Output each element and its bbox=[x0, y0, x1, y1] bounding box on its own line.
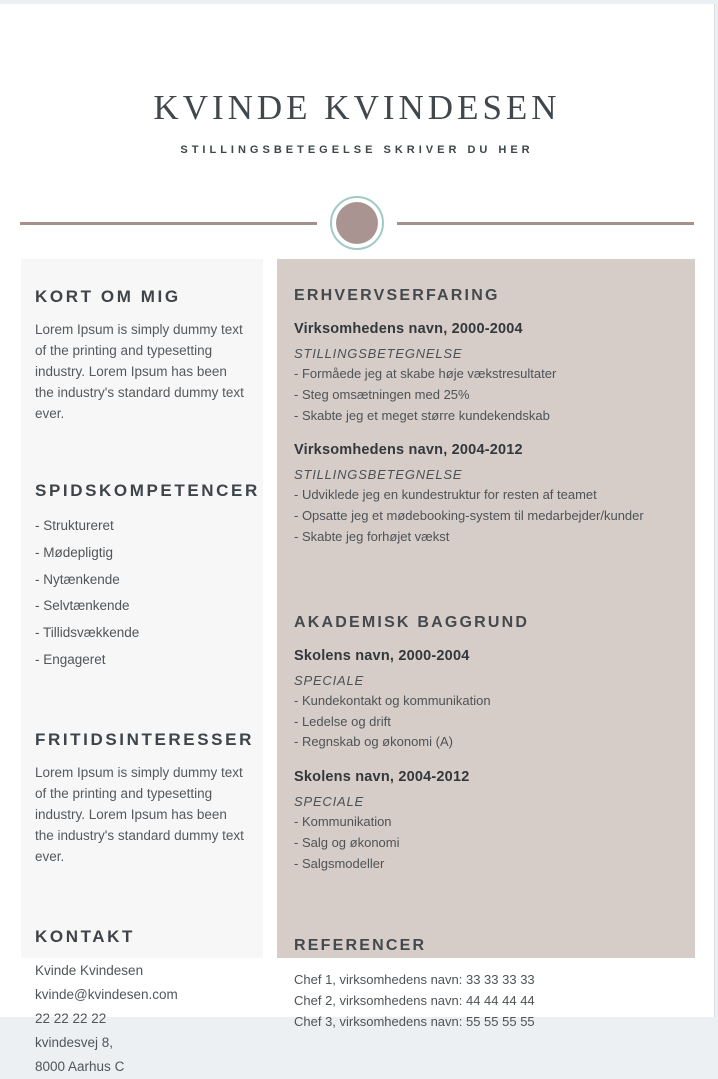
contact-city: 8000 Aarhus C bbox=[35, 1058, 125, 1074]
divider-line-left bbox=[20, 222, 317, 225]
experience-entry-role: STILLINGSBETEGNELSE bbox=[294, 467, 463, 483]
reference-item: Chef 1, virksomhedens navn: 33 33 33 33 bbox=[294, 971, 535, 987]
experience-entry-role: STILLINGSBETEGNELSE bbox=[294, 346, 463, 361]
education-bullet: - Ledelse og drift bbox=[294, 713, 391, 729]
reference-item: Chef 2, virksomhedens navn: 44 44 44 44 bbox=[294, 992, 535, 1008]
reference-item: Chef 3, virksomhedens navn: 55 55 55 55 bbox=[294, 1013, 535, 1029]
experience-bullet: - Formåede jeg at skabe høje vækstresultater bbox=[294, 366, 557, 381]
skills-list bbox=[35, 513, 249, 673]
experience-entry-list bbox=[294, 485, 677, 547]
contact-name: Kvinde Kvindesen bbox=[35, 962, 144, 978]
section-contact bbox=[35, 927, 249, 1079]
experience-entry bbox=[294, 442, 677, 547]
skill-item: - Engageret bbox=[35, 651, 106, 667]
skill-item: - Mødepligtig bbox=[35, 544, 114, 560]
experience-entry-list bbox=[294, 364, 677, 426]
education-bullet: - Salg og økonomi bbox=[294, 834, 400, 850]
skill-item: - Tillidsvækkende bbox=[35, 625, 140, 641]
contact-street: kvindesvej 8, bbox=[35, 1034, 114, 1050]
experience-bullet: - Steg omsætningen med 25% bbox=[294, 386, 470, 402]
contact-phone: 22 22 22 22 bbox=[35, 1010, 107, 1026]
about-body: Lorem Ipsum is simply dummy text of the printing and typesetting industry. Lorem Ipsum has been the industry's standard dummy text ever. bbox=[35, 322, 244, 422]
cv-header bbox=[0, 88, 714, 156]
education-bullet: - Kundekontakt og kommunikation bbox=[294, 692, 491, 708]
education-entry-title: Skolens navn, 2000-2004 bbox=[294, 647, 470, 664]
education-entry-speciality: SPECIALE bbox=[294, 794, 364, 810]
candidate-name: KVINDE KVINDESEN bbox=[153, 88, 561, 127]
education-bullet: - Regnskab og økonomi (A) bbox=[294, 734, 453, 750]
skills-heading: SPIDSKOMPETENCER bbox=[35, 481, 260, 501]
section-about bbox=[35, 287, 249, 424]
experience-entry-title: Virksomhedens navn, 2004-2012 bbox=[294, 442, 523, 459]
education-entry bbox=[294, 769, 677, 874]
about-heading: KORT OM MIG bbox=[35, 287, 181, 306]
education-heading: AKADEMISK BAGGRUND bbox=[294, 613, 530, 631]
contact-list bbox=[35, 959, 249, 1079]
contact-heading: KONTAKT bbox=[35, 926, 136, 946]
experience-entry-title: Virksomhedens navn, 2000-2004 bbox=[294, 321, 523, 337]
education-entry-list bbox=[294, 812, 677, 874]
right-column bbox=[277, 259, 695, 1029]
skill-item: - Struktureret bbox=[35, 518, 114, 534]
experience-bullet: - Udviklede jeg en kundestruktur for resten af teamet bbox=[294, 487, 597, 503]
education-entry-list bbox=[294, 691, 677, 753]
experience-entry bbox=[294, 321, 677, 426]
contact-email: kvinde@kvindesen.com bbox=[35, 986, 178, 1002]
experience-heading: ERHVERVSERFARING bbox=[294, 287, 500, 304]
divider-circle-ornament bbox=[330, 196, 384, 250]
cv-columns bbox=[21, 259, 695, 1074]
section-experience bbox=[294, 287, 677, 548]
job-title-subtitle: STILLINGSBETEGELSE SKRIVER DU HER bbox=[180, 144, 534, 156]
experience-bullet: - Skabte jeg forhøjet vækst bbox=[294, 528, 450, 544]
references-heading: REFERENCER bbox=[294, 936, 427, 954]
section-hobbies bbox=[35, 729, 254, 867]
education-entry-title: Skolens navn, 2004-2012 bbox=[294, 769, 470, 786]
skill-item: - Selvtænkende bbox=[35, 598, 130, 614]
left-column bbox=[21, 259, 263, 1074]
education-entry bbox=[294, 648, 677, 753]
divider-line-right bbox=[397, 222, 694, 225]
hobbies-heading: FRITIDSINTERESSER bbox=[35, 729, 254, 749]
hobbies-body: Lorem Ipsum is simply dummy text of the printing and typesetting industry. Lorem Ipsum has been the industry's standard dummy text ever. bbox=[35, 764, 244, 864]
section-skills bbox=[35, 481, 260, 673]
cv-sheet bbox=[0, 4, 715, 1074]
skill-item: - Nytænkende bbox=[35, 571, 120, 587]
experience-bullet: - Opsatte jeg et mødebooking-system til medarbejder/kunder bbox=[294, 508, 644, 524]
education-entry-speciality: SPECIALE bbox=[294, 672, 364, 688]
experience-bullet: - Skabte jeg et meget større kundekendskab bbox=[294, 407, 550, 423]
section-references bbox=[294, 937, 677, 1032]
education-bullet: - Kommunikation bbox=[294, 814, 392, 830]
references-list bbox=[294, 969, 677, 1032]
header-divider bbox=[0, 195, 714, 251]
education-bullet: - Salgsmodeller bbox=[294, 855, 385, 871]
section-education bbox=[294, 614, 677, 875]
divider-circle-fill bbox=[336, 202, 378, 244]
